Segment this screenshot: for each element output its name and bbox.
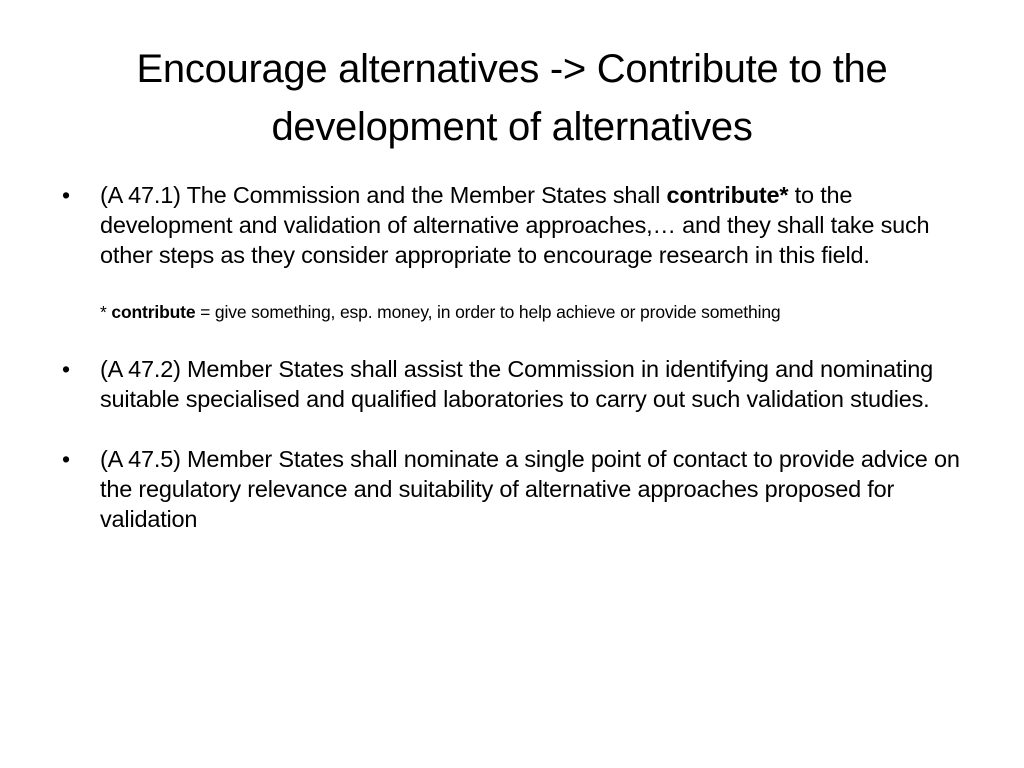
bullet-marker: •	[62, 182, 70, 208]
bullet-marker: •	[62, 356, 70, 382]
note-definition: = give something, esp. money, in order to help achieve or provide something	[195, 302, 781, 322]
bullet-item-a47-2	[0, 354, 1024, 414]
bullet-text-continued: to the development and validation of alternative approaches,… and they shall take such other steps as they consider appropriate to encourage research in this field.	[100, 182, 930, 268]
bullet-item-a47-1	[0, 180, 1024, 324]
slide-title: Encourage alternatives -> Contribute to the development of alternatives	[136, 47, 888, 149]
bullet-item-a47-5	[0, 444, 1024, 534]
definition-note	[100, 300, 962, 324]
bullet-list	[0, 180, 1024, 564]
note-asterisk: *	[100, 302, 112, 322]
bullet-text: (A 47.1) The Commission and the Member States shall	[100, 182, 667, 208]
bullet-bold-term: contribute*	[666, 182, 789, 208]
bullet-marker: •	[62, 446, 70, 472]
bullet-text: (A 47.5) Member States shall nominate a single point of contact to provide advice on the regulatory relevance and suitability of alternative approaches proposed for validation	[100, 446, 960, 532]
note-term: contribute	[111, 302, 196, 322]
bullet-text: (A 47.2) Member States shall assist the Commission in identifying and nominating suitable specialised and qualified laboratories to carry out such validation studies.	[100, 356, 934, 412]
